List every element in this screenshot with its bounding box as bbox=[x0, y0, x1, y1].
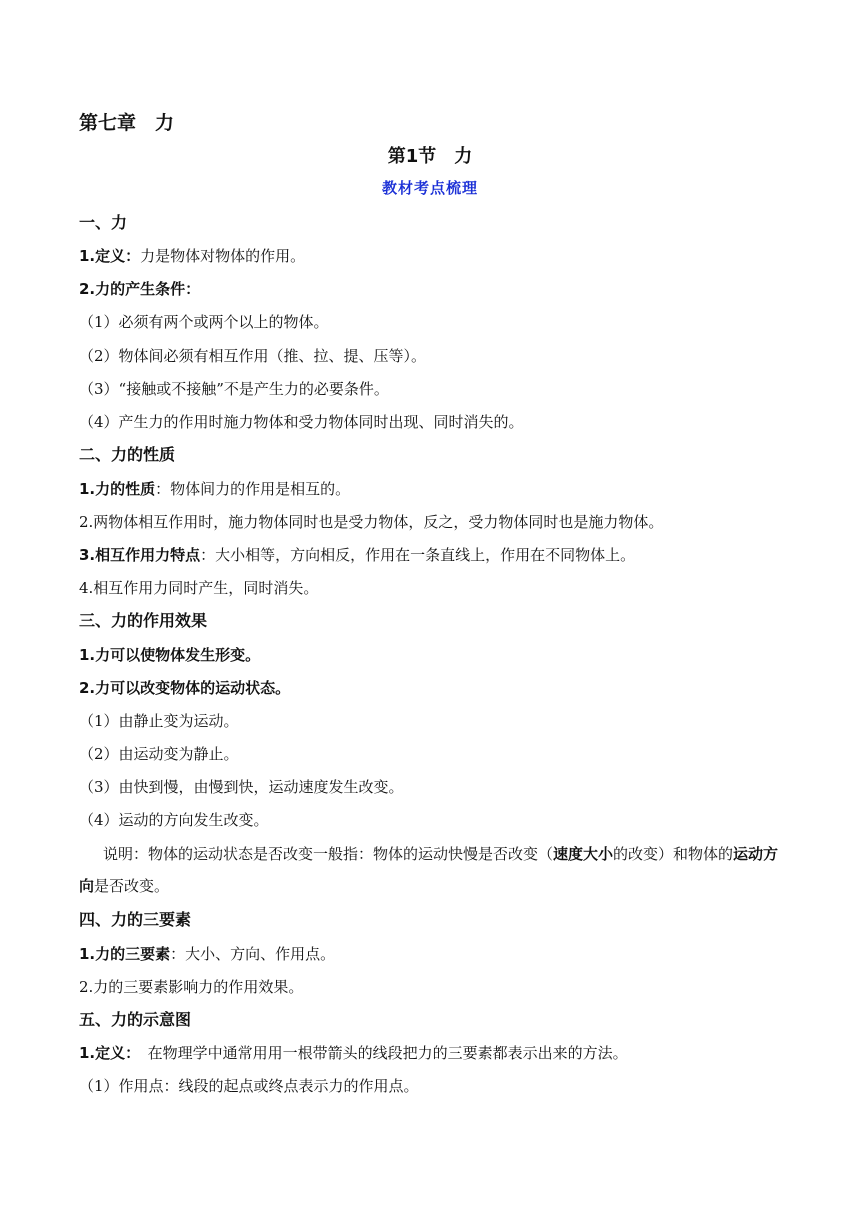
list-item: （3）“接触或不接触”不是产生力的必要条件。 bbox=[79, 380, 389, 398]
list-item: （2）物体间必须有相互作用（推、拉、提、压等）。 bbox=[79, 347, 427, 365]
heading-4: 四、力的三要素 bbox=[79, 910, 192, 929]
property-label: 1.力的性质 bbox=[79, 480, 156, 498]
paragraph: 1.力可以使物体发生形变。 bbox=[79, 646, 261, 664]
list-item: （4）产生力的作用时施力物体和受力物体同时出现、同时消失的。 bbox=[79, 413, 524, 431]
explanation-note bbox=[79, 838, 784, 902]
paragraph bbox=[79, 246, 305, 266]
diagram-definition-text: 在物理学中通常用用一根带箭头的线段把力的三要素都表示出来的方法。 bbox=[132, 1044, 628, 1062]
heading-2: 二、力的性质 bbox=[79, 445, 176, 464]
paragraph bbox=[79, 479, 350, 499]
list-item: （2）由运动变为静止。 bbox=[79, 745, 239, 763]
list-item: （3）由快到慢，由慢到快，运动速度发生改变。 bbox=[79, 778, 404, 796]
paragraph bbox=[79, 944, 335, 964]
list-item: （1）必须有两个或两个以上的物体。 bbox=[79, 313, 329, 331]
note-text: 的改变）和物体的 bbox=[613, 845, 734, 863]
mutual-force-label: 3.相互作用力特点 bbox=[79, 546, 201, 564]
diagram-definition-label: 1.定义： bbox=[79, 1044, 133, 1062]
list-item: （1）作用点：线段的起点或终点表示力的作用点。 bbox=[79, 1077, 419, 1095]
paragraph bbox=[79, 1043, 628, 1063]
list-item: （4）运动的方向发生改变。 bbox=[79, 811, 269, 829]
list-item: （1）由静止变为运动。 bbox=[79, 712, 239, 730]
note-text: 是否改变。 bbox=[94, 877, 170, 895]
mutual-force-text: ：大小相等，方向相反，作用在一条直线上，作用在不同物体上。 bbox=[200, 546, 636, 564]
section-subtitle: 教材考点梳理 bbox=[381, 179, 478, 197]
definition-text: 力是物体对物体的作用。 bbox=[140, 247, 306, 265]
heading-5: 五、力的示意图 bbox=[79, 1010, 192, 1029]
heading-3: 三、力的作用效果 bbox=[79, 611, 208, 630]
note-emphasis: 运动方向 bbox=[79, 845, 779, 895]
paragraph: 2.力的三要素影响力的作用效果。 bbox=[79, 978, 304, 996]
note-text: 说明：物体的运动状态是否改变一般指：物体的运动快慢是否改变（ bbox=[103, 845, 554, 863]
paragraph: 4.相互作用力同时产生，同时消失。 bbox=[79, 579, 319, 597]
note-emphasis: 速度大小 bbox=[553, 845, 614, 863]
condition-label: 2.力的产生条件： bbox=[79, 280, 201, 298]
property-text: ：物体间力的作用是相互的。 bbox=[155, 480, 351, 498]
chapter-title: 第七章 力 bbox=[79, 112, 175, 134]
paragraph: 2.两物体相互作用时，施力物体同时也是受力物体，反之，受力物体同时也是施力物体。 bbox=[79, 513, 664, 531]
paragraph bbox=[79, 545, 635, 565]
heading-1: 一、力 bbox=[79, 213, 128, 232]
three-elements-label: 1.力的三要素 bbox=[79, 945, 171, 963]
paragraph: 2.力可以改变物体的运动状态。 bbox=[79, 679, 291, 697]
section-title: 第1节 力 bbox=[387, 146, 473, 167]
definition-label: 1.定义： bbox=[79, 247, 141, 265]
three-elements-text: ：大小、方向、作用点。 bbox=[170, 945, 336, 963]
